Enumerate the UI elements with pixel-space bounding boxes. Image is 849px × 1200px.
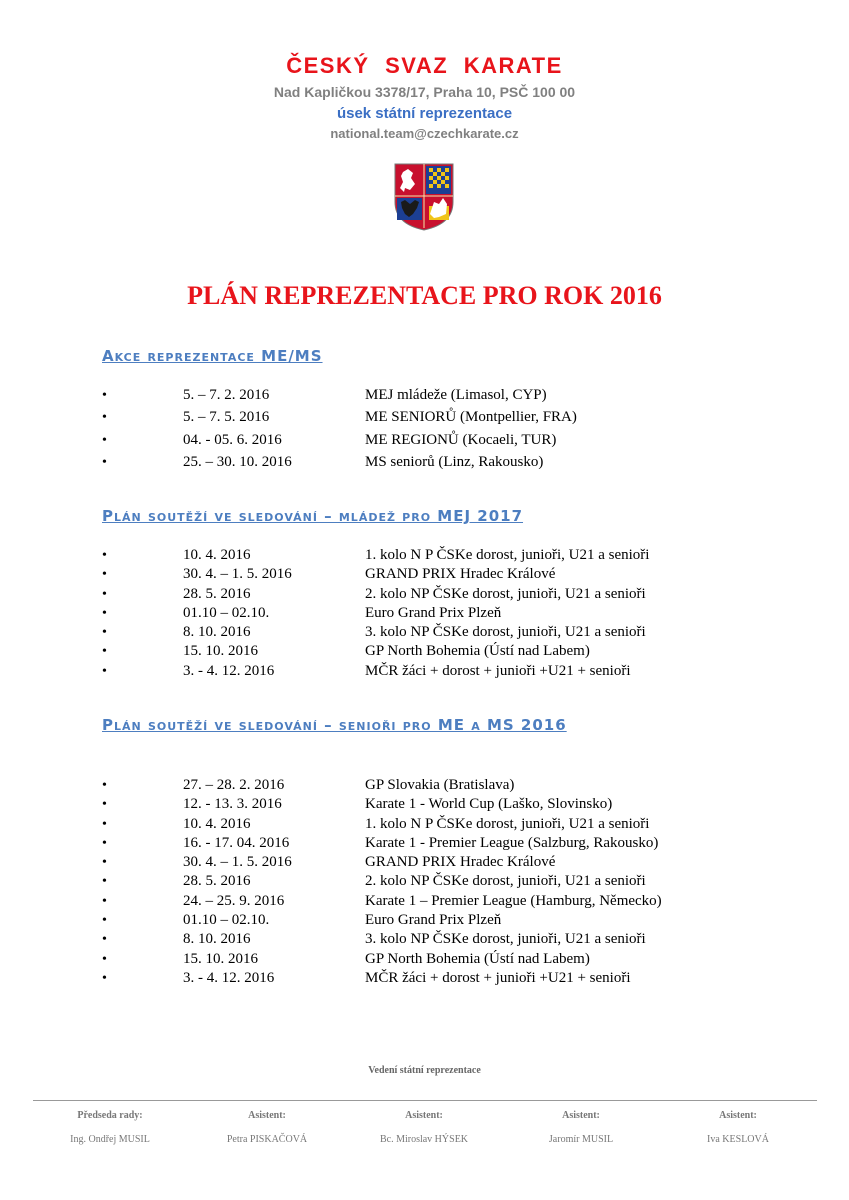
event-name: 2. kolo NP ČSKe dorost, junioři, U21 a senioři <box>365 585 646 602</box>
event-date: 8. 10. 2016 <box>183 931 251 948</box>
list-item <box>0 585 849 604</box>
event-date: 24. – 25. 9. 2016 <box>183 892 285 909</box>
bullet-icon: • <box>102 388 107 403</box>
list-item <box>0 565 849 584</box>
bullet-icon: • <box>102 410 107 426</box>
footer-signature-assistant <box>187 1110 347 1148</box>
event-name: 3. kolo NP ČSKe dorost, junioři, U21 a senioři <box>365 624 646 641</box>
event-date: 10. 4. 2016 <box>183 815 251 832</box>
event-date: 8. 10. 2016 <box>183 624 251 641</box>
bullet-icon: • <box>102 605 107 621</box>
bullet-icon: • <box>102 913 107 929</box>
event-list <box>0 386 849 475</box>
event-name: ME SENIORŮ (Montpellier, FRA) <box>365 409 577 426</box>
event-name: GP North Bohemia (Ústí nad Labem) <box>365 643 590 660</box>
bullet-icon: • <box>102 454 107 470</box>
bullet-icon: • <box>102 951 107 967</box>
event-date: 28. 5. 2016 <box>183 873 251 890</box>
list-item <box>0 386 849 408</box>
event-list <box>0 546 849 681</box>
department-name: úsek státní reprezentace <box>336 105 513 122</box>
event-name: ME REGIONŮ (Kocaeli, TUR) <box>365 431 557 448</box>
event-name: MEJ mládeže (Limasol, CYP) <box>365 387 547 403</box>
event-name: MČR žáci + dorost + junioři +U21 + senioři <box>365 662 631 679</box>
footer-role: Předseda rady: <box>77 1110 143 1121</box>
contact-email: national.team@czechkarate.cz <box>330 126 519 141</box>
list-item <box>0 604 849 623</box>
bullet-icon: • <box>102 874 107 890</box>
footer-signature-assistant <box>658 1110 818 1148</box>
bullet-icon: • <box>102 797 107 813</box>
bullet-icon: • <box>102 816 107 832</box>
bullet-icon: • <box>102 663 107 679</box>
event-name: Euro Grand Prix Plzeň <box>365 912 502 929</box>
event-date: 15. 10. 2016 <box>183 950 258 967</box>
bullet-icon: • <box>102 432 107 448</box>
list-item <box>0 662 849 681</box>
footer-role: Asistent: <box>562 1110 600 1121</box>
footer-role: Asistent: <box>405 1110 443 1121</box>
bullet-icon: • <box>102 893 107 909</box>
event-date: 3. - 4. 12. 2016 <box>183 969 275 986</box>
event-name: MS seniorů (Linz, Rakousko) <box>365 453 544 470</box>
section-heading: Plán soutěží ve sledování – mládež pro MEJ 2017 <box>102 507 524 525</box>
event-date: 30. 4. – 1. 5. 2016 <box>183 854 292 871</box>
list-item <box>0 872 849 891</box>
list-item <box>0 892 849 911</box>
footer-person-name: Bc. Miroslav HÝSEK <box>379 1134 469 1145</box>
bullet-icon: • <box>102 778 107 793</box>
event-date: 10. 4. 2016 <box>183 547 251 563</box>
list-item <box>0 930 849 949</box>
footer-signature-chair <box>30 1110 190 1148</box>
event-date: 5. – 7. 5. 2016 <box>183 409 270 426</box>
list-item <box>0 623 849 642</box>
event-date: 12. - 13. 3. 2016 <box>183 796 282 813</box>
list-item <box>0 795 849 814</box>
list-item <box>0 853 849 872</box>
footer-divider <box>33 1100 817 1101</box>
org-name: ČESKÝ SVAZ KARATE <box>286 53 563 78</box>
bullet-icon: • <box>102 970 107 986</box>
org-address: Nad Kapličkou 3378/17, Praha 10, PSČ 100 00 <box>273 84 576 100</box>
event-name: 2. kolo NP ČSKe dorost, junioři, U21 a senioři <box>365 873 646 890</box>
footer-signature-assistant <box>501 1110 661 1148</box>
list-item <box>0 776 849 795</box>
event-name: GP North Bohemia (Ústí nad Labem) <box>365 950 590 967</box>
event-name: MČR žáci + dorost + junioři +U21 + senioři <box>365 969 631 986</box>
list-item <box>0 408 849 430</box>
event-date: 27. – 28. 2. 2016 <box>183 777 285 793</box>
event-name: 1. kolo N P ČSKe dorost, junioři, U21 a senioři <box>365 547 650 563</box>
bullet-icon: • <box>102 932 107 948</box>
bullet-icon: • <box>102 548 107 563</box>
footer-role: Asistent: <box>248 1110 286 1121</box>
event-date: 16. - 17. 04. 2016 <box>183 834 290 851</box>
bullet-icon: • <box>102 567 107 583</box>
bullet-icon: • <box>102 855 107 871</box>
event-date: 30. 4. – 1. 5. 2016 <box>183 566 292 583</box>
event-name: Euro Grand Prix Plzeň <box>365 604 502 621</box>
bullet-icon: • <box>102 644 107 660</box>
event-name: 1. kolo N P ČSKe dorost, junioři, U21 a senioři <box>365 815 650 832</box>
section-heading: Akce reprezentace ME/MS <box>102 347 323 365</box>
event-name: GRAND PRIX Hradec Králové <box>365 854 556 871</box>
list-item <box>0 834 849 853</box>
event-name: GRAND PRIX Hradec Králové <box>365 566 556 583</box>
event-date: 5. – 7. 2. 2016 <box>183 387 270 403</box>
bullet-icon: • <box>102 835 107 851</box>
event-date: 28. 5. 2016 <box>183 585 251 602</box>
list-item <box>0 969 849 988</box>
event-list <box>0 776 849 988</box>
list-item <box>0 642 849 661</box>
list-item <box>0 815 849 834</box>
footer-person-name: Petra PISKAČOVÁ <box>226 1134 308 1145</box>
footer-role: Asistent: <box>719 1110 757 1121</box>
bullet-icon: • <box>102 586 107 602</box>
event-date: 01.10 – 02.10. <box>183 912 270 929</box>
event-date: 01.10 – 02.10. <box>183 604 270 621</box>
event-name: Karate 1 - Premier League (Salzburg, Rakousko) <box>365 834 659 851</box>
event-date: 04. - 05. 6. 2016 <box>183 431 282 448</box>
event-name: Karate 1 - World Cup (Laško, Slovinsko) <box>365 796 613 813</box>
coat-of-arms-icon <box>393 162 455 232</box>
event-date: 25. – 30. 10. 2016 <box>183 453 292 470</box>
list-item <box>0 950 849 969</box>
footer-person-name: Iva KESLOVÁ <box>707 1134 769 1145</box>
event-date: 3. - 4. 12. 2016 <box>183 662 275 679</box>
event-name: GP Slovakia (Bratislava) <box>365 777 515 793</box>
bullet-icon: • <box>102 625 107 641</box>
list-item <box>0 431 849 453</box>
footer-person-name: Ing. Ondřej MUSIL <box>70 1134 150 1145</box>
section-heading: Plán soutěží ve sledování – senioři pro ME a MS 2016 <box>102 716 567 734</box>
footer-signature-assistant <box>344 1110 504 1148</box>
list-item <box>0 453 849 475</box>
event-name: 3. kolo NP ČSKe dorost, junioři, U21 a senioři <box>365 931 646 948</box>
list-item <box>0 546 849 565</box>
document-title: PLÁN REPREZENTACE PRO ROK 2016 <box>187 281 662 310</box>
board-caption: Vedení státní reprezentace <box>368 1065 481 1076</box>
footer-person-name: Jaromír MUSIL <box>548 1134 614 1145</box>
list-item <box>0 911 849 930</box>
event-date: 15. 10. 2016 <box>183 643 258 660</box>
event-name: Karate 1 – Premier League (Hamburg, Německo) <box>365 892 662 909</box>
